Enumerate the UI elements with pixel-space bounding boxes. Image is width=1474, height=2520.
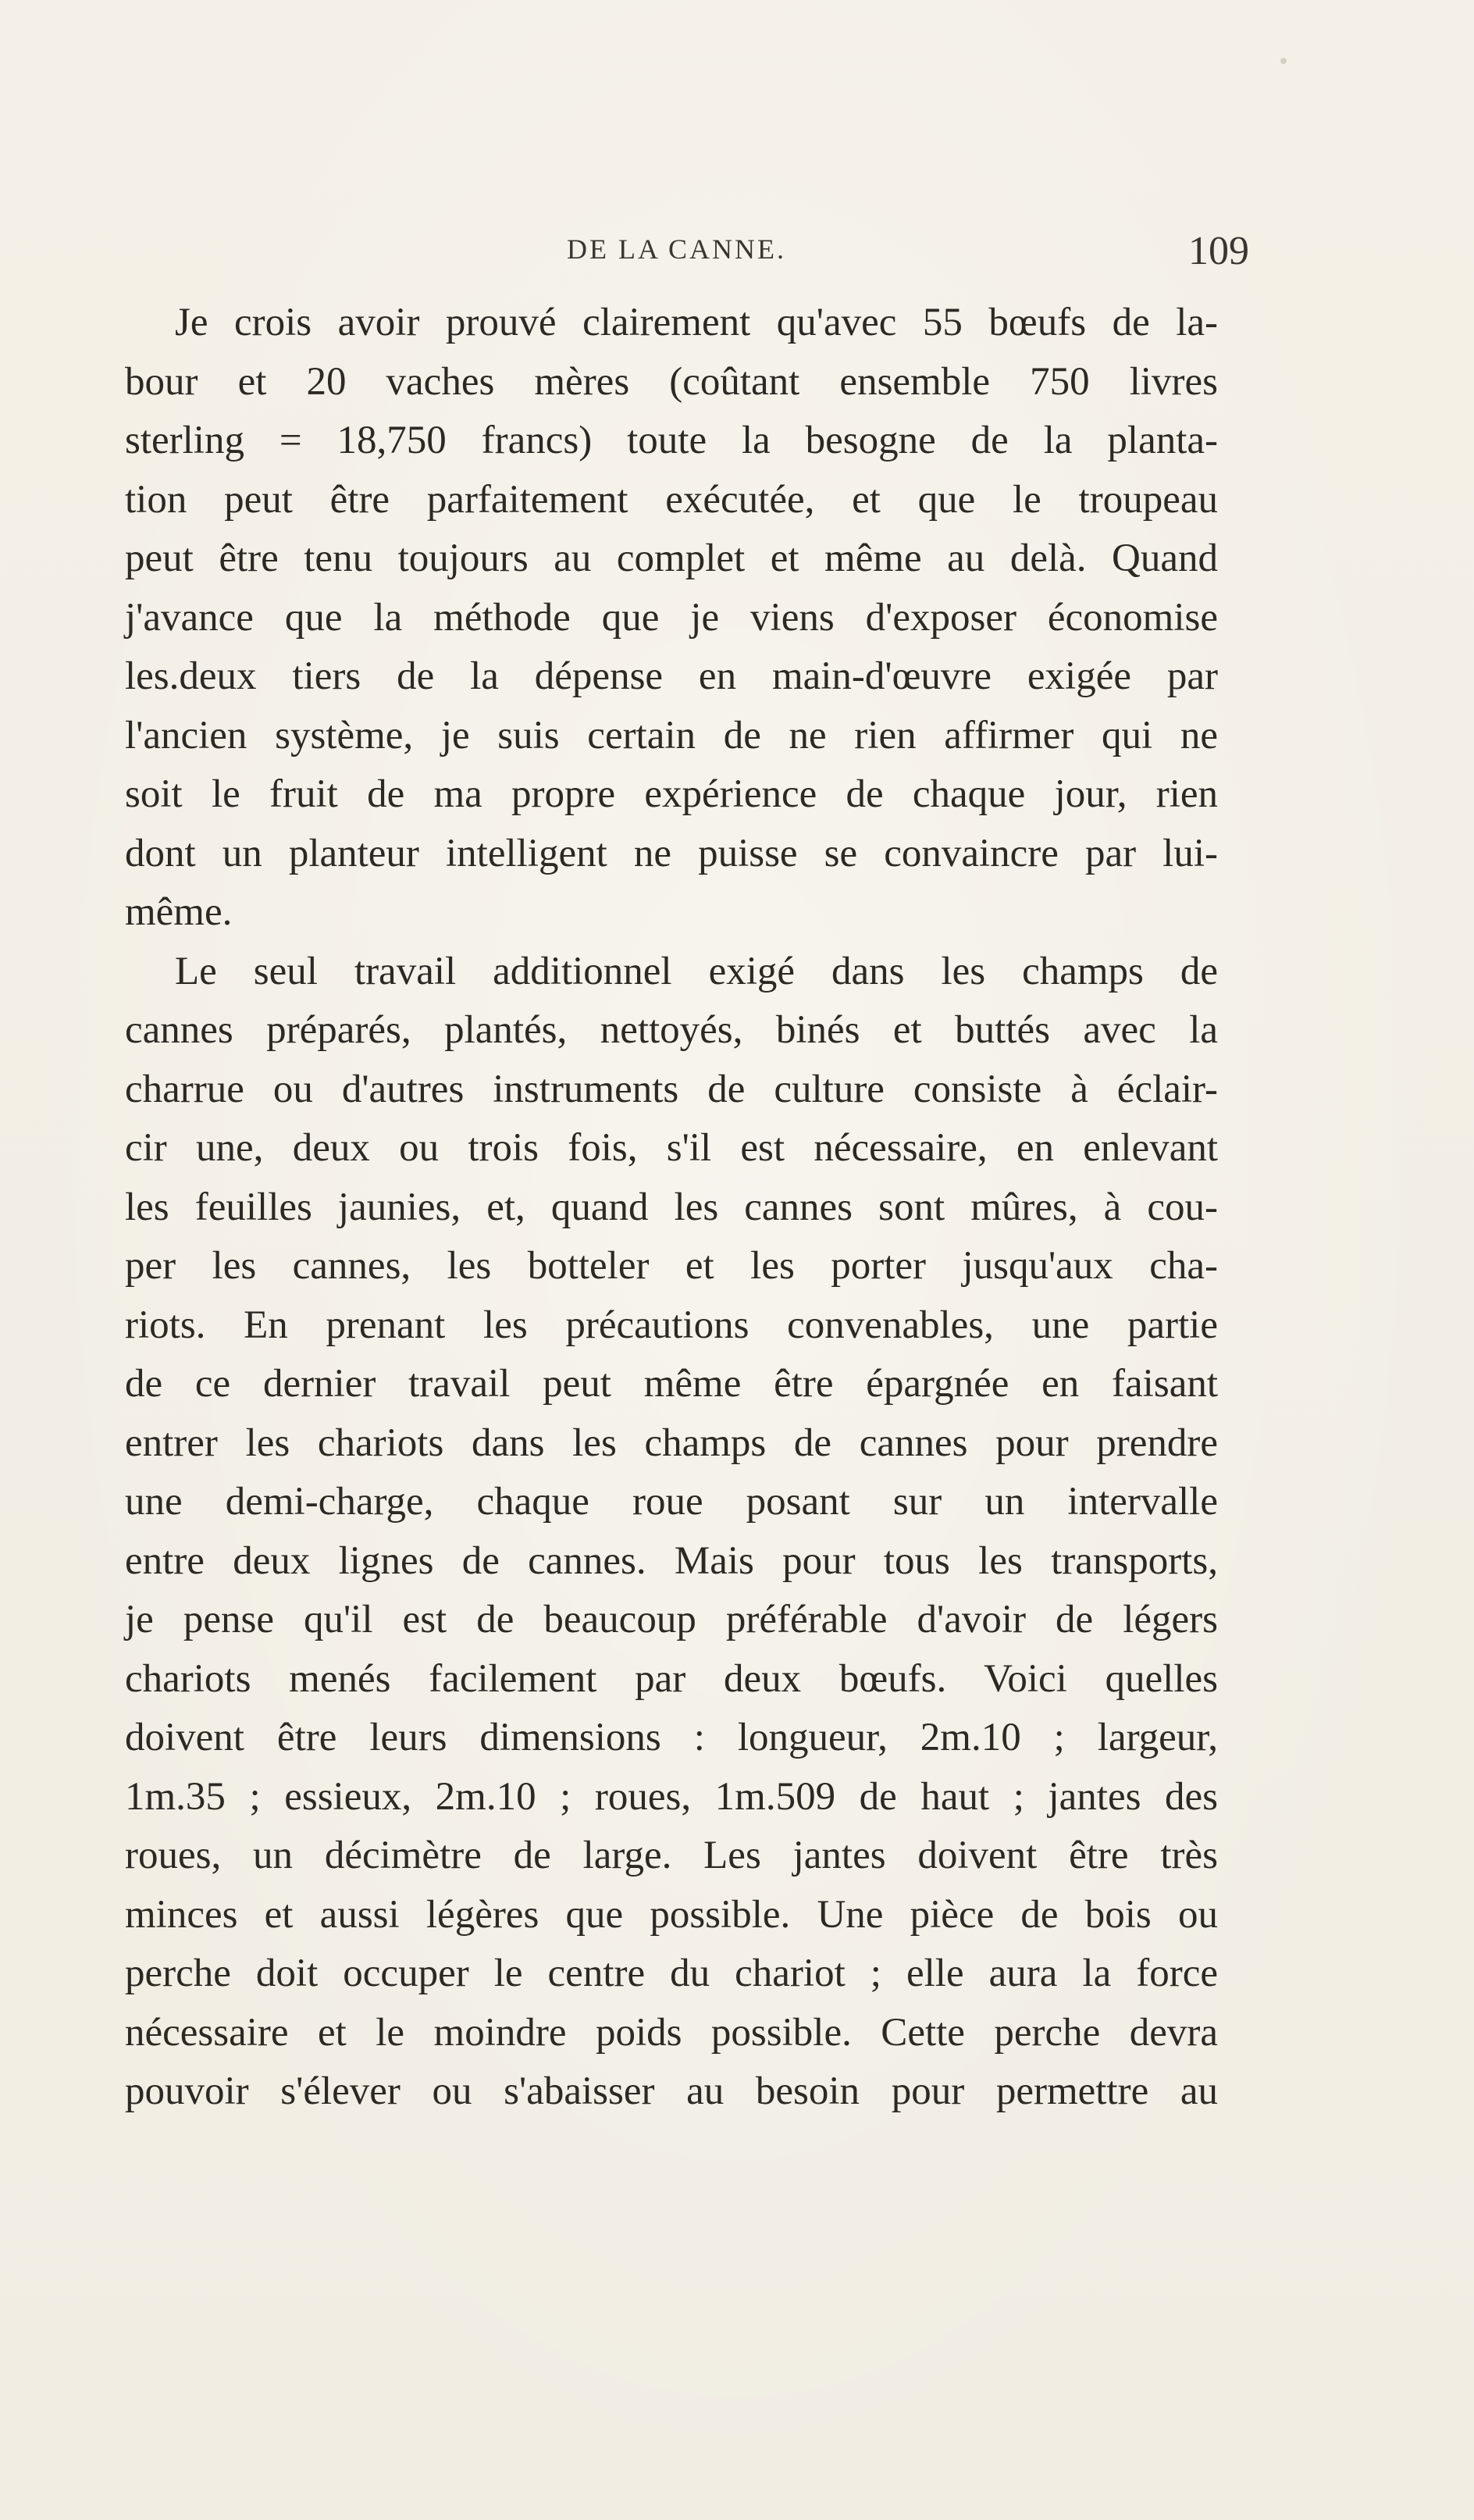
text-line: riots. En prenant les précautions convenables, une partie <box>125 1303 1218 1347</box>
text-line: nécessaire et le moindre poids possible. Cette perche devra <box>125 2010 1218 2055</box>
text-line: Je crois avoir prouvé clairement qu'avec 55 bœufs de la- <box>175 301 1218 344</box>
text-line: les.deux tiers de la dépense en main-d'œuvre exigée par <box>125 654 1218 698</box>
text-line: j'avance que la méthode que je viens d'exposer économise <box>125 595 1218 640</box>
running-title: DE LA CANNE. <box>567 233 786 265</box>
text-line: per les cannes, les botteler et les porter jusqu'aux cha- <box>125 1244 1218 1288</box>
text-line: peut être tenu toujours au complet et même au delà. Quand <box>125 536 1218 580</box>
text-line: cir une, deux ou trois fois, s'il est nécessaire, en enlevant <box>125 1126 1218 1170</box>
text-line: chariots menés facilement par deux bœufs. Voici quelles <box>125 1656 1218 1701</box>
text-line: dont un planteur intelligent ne puisse se convaincre par lui- <box>125 831 1218 875</box>
page-number: 109 <box>1188 229 1249 273</box>
text-line: roues, un décimètre de large. Les jantes doivent être très <box>125 1834 1218 1877</box>
text-line: même. <box>125 890 233 934</box>
text-line: 1m.35 ; essieux, 2m.10 ; roues, 1m.509 de haut ; jantes des <box>125 1774 1218 1819</box>
paragraph-2 <box>125 943 1218 2122</box>
text-line: perche doit occuper le centre du chariot ; elle aura la force <box>125 1951 1218 1995</box>
text-line: charrue ou d'autres instruments de culture consiste à éclair- <box>125 1067 1218 1111</box>
text-line: l'ancien système, je suis certain de ne rien affirmer qui ne <box>125 713 1218 757</box>
text-line: doivent être leurs dimensions : longueur, 2m.10 ; largeur, <box>125 1716 1218 1759</box>
text-line: bour et 20 vaches mères (coûtant ensemble 750 livres <box>125 359 1218 404</box>
text-line: entre deux lignes de cannes. Mais pour tous les transports, <box>125 1538 1218 1583</box>
text-line: minces et aussi légères que possible. Une pièce de bois ou <box>125 1892 1218 1937</box>
running-head <box>125 228 1249 275</box>
paragraph-1 <box>125 294 1218 943</box>
text-line: une demi-charge, chaque roue posant sur un intervalle <box>125 1480 1218 1524</box>
text-line: cannes préparés, plantés, nettoyés, binés et buttés avec la <box>125 1008 1218 1052</box>
text-line: soit le fruit de ma propre expérience de chaque jour, rien <box>125 772 1218 816</box>
text-line: tion peut être parfaitement exécutée, et que le troupeau <box>125 477 1218 522</box>
paper-speck <box>1280 58 1287 64</box>
text-line: de ce dernier travail peut même être épargnée en faisant <box>125 1362 1218 1406</box>
body-text <box>125 294 1218 2122</box>
text-line: pouvoir s'élever ou s'abaisser au besoin pour permettre au <box>125 2069 1218 2113</box>
text-line: sterling = 18,750 francs) toute la besogne de la planta- <box>125 419 1218 462</box>
text-line: entrer les chariots dans les champs de cannes pour prendre <box>125 1420 1218 1465</box>
text-line: je pense qu'il est de beaucoup préférable d'avoir de légers <box>125 1598 1218 1641</box>
text-line: les feuilles jaunies, et, quand les cannes sont mûres, à cou- <box>125 1185 1218 1229</box>
text-line: Le seul travail additionnel exigé dans les champs de <box>175 949 1218 993</box>
